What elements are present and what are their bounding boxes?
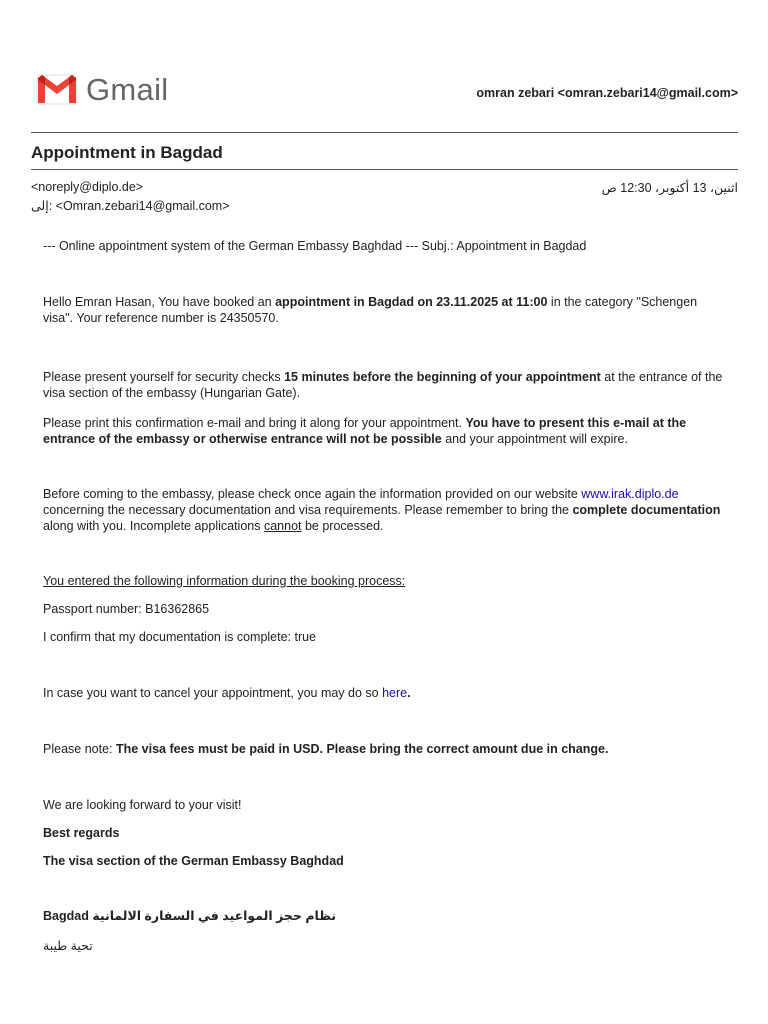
underlined-text: cannot <box>263 519 302 533</box>
text: Please note: <box>43 742 116 756</box>
text: and your appointment will expire. <box>441 432 628 446</box>
text: be processed. <box>301 519 384 533</box>
text: Please present yourself for security checks <box>43 370 285 384</box>
bold-text: Bagdad نظام حجز المواعيد في السفارة الالمانية <box>43 909 337 923</box>
email-subject: Appointment in Bagdad <box>31 143 223 162</box>
divider <box>31 132 738 133</box>
divider <box>31 169 738 170</box>
print-paragraph <box>43 415 723 447</box>
text: In case you want to cancel your appointment, you may do so <box>43 686 383 700</box>
gmail-logo <box>36 72 168 106</box>
bold-text: You have to present this e-mail at the entrance of the embassy or otherwise entrance will not be possible <box>43 416 687 446</box>
bold-text: The visa section of the German Embassy Baghdad <box>43 854 344 868</box>
text: Please print this confirmation e-mail and bring it along for your appointment. <box>43 416 466 430</box>
email-date: اثنين، 13 أكتوبر، 12:30 ص <box>601 181 738 195</box>
passport-number: Passport number: B16362865 <box>43 602 210 616</box>
recipient-address: إلى: <Omran.zebari14@gmail.com> <box>31 199 230 213</box>
info-heading: You entered the following information during the booking process: <box>43 574 406 588</box>
signature <box>43 853 723 869</box>
security-paragraph <box>43 369 723 401</box>
booking-paragraph <box>43 294 723 326</box>
text: Hello Emran Hasan, You have booked an <box>43 295 276 309</box>
website-paragraph <box>43 486 723 534</box>
text: along with you. Incomplete applications <box>43 519 264 533</box>
bold-text: The visa fees must be paid in USD. Please bring the correct amount due in change. <box>115 742 609 756</box>
fees-note <box>43 741 723 757</box>
intro-line: --- Online appointment system of the German Embassy Baghdad --- Subj.: Appointment in Bagdad <box>43 239 587 253</box>
text: at the entrance of the visa section of the embassy (Hungarian Gate). <box>43 370 723 400</box>
cancel-paragraph <box>43 685 723 701</box>
arabic-title <box>43 908 723 924</box>
closing-line: We are looking forward to your visit! <box>43 798 242 812</box>
account-name: omran zebari <omran.zebari14@gmail.com> <box>476 86 738 100</box>
appointment-details: appointment in Bagdad on 23.11.2025 at 11:00 <box>275 295 548 309</box>
arabic-regards: تحية طيبة <box>43 939 93 953</box>
gmail-logo-text: Gmail <box>86 71 169 107</box>
bold-text: Best regards <box>43 826 120 840</box>
text: concerning the necessary documentation and visa requirements. Please remember to bring the <box>43 503 573 517</box>
sender-address: <noreply@diplo.de> <box>31 180 144 194</box>
bold-text: complete documentation <box>572 503 721 517</box>
website-link[interactable]: www.irak.diplo.de <box>581 487 679 501</box>
text: . <box>407 686 411 700</box>
text: in the category "Schengen visa". Your reference number is 24350570. <box>43 295 698 325</box>
documentation-confirmation: I confirm that my documentation is complete: true <box>43 630 317 644</box>
header <box>36 72 738 112</box>
regards <box>43 825 723 841</box>
gmail-envelope-icon <box>36 72 78 106</box>
cancel-link[interactable]: here <box>382 686 408 700</box>
text: Before coming to the embassy, please check once again the information provided on our website <box>43 487 582 501</box>
bold-text: 15 minutes before the beginning of your appointment <box>284 370 601 384</box>
